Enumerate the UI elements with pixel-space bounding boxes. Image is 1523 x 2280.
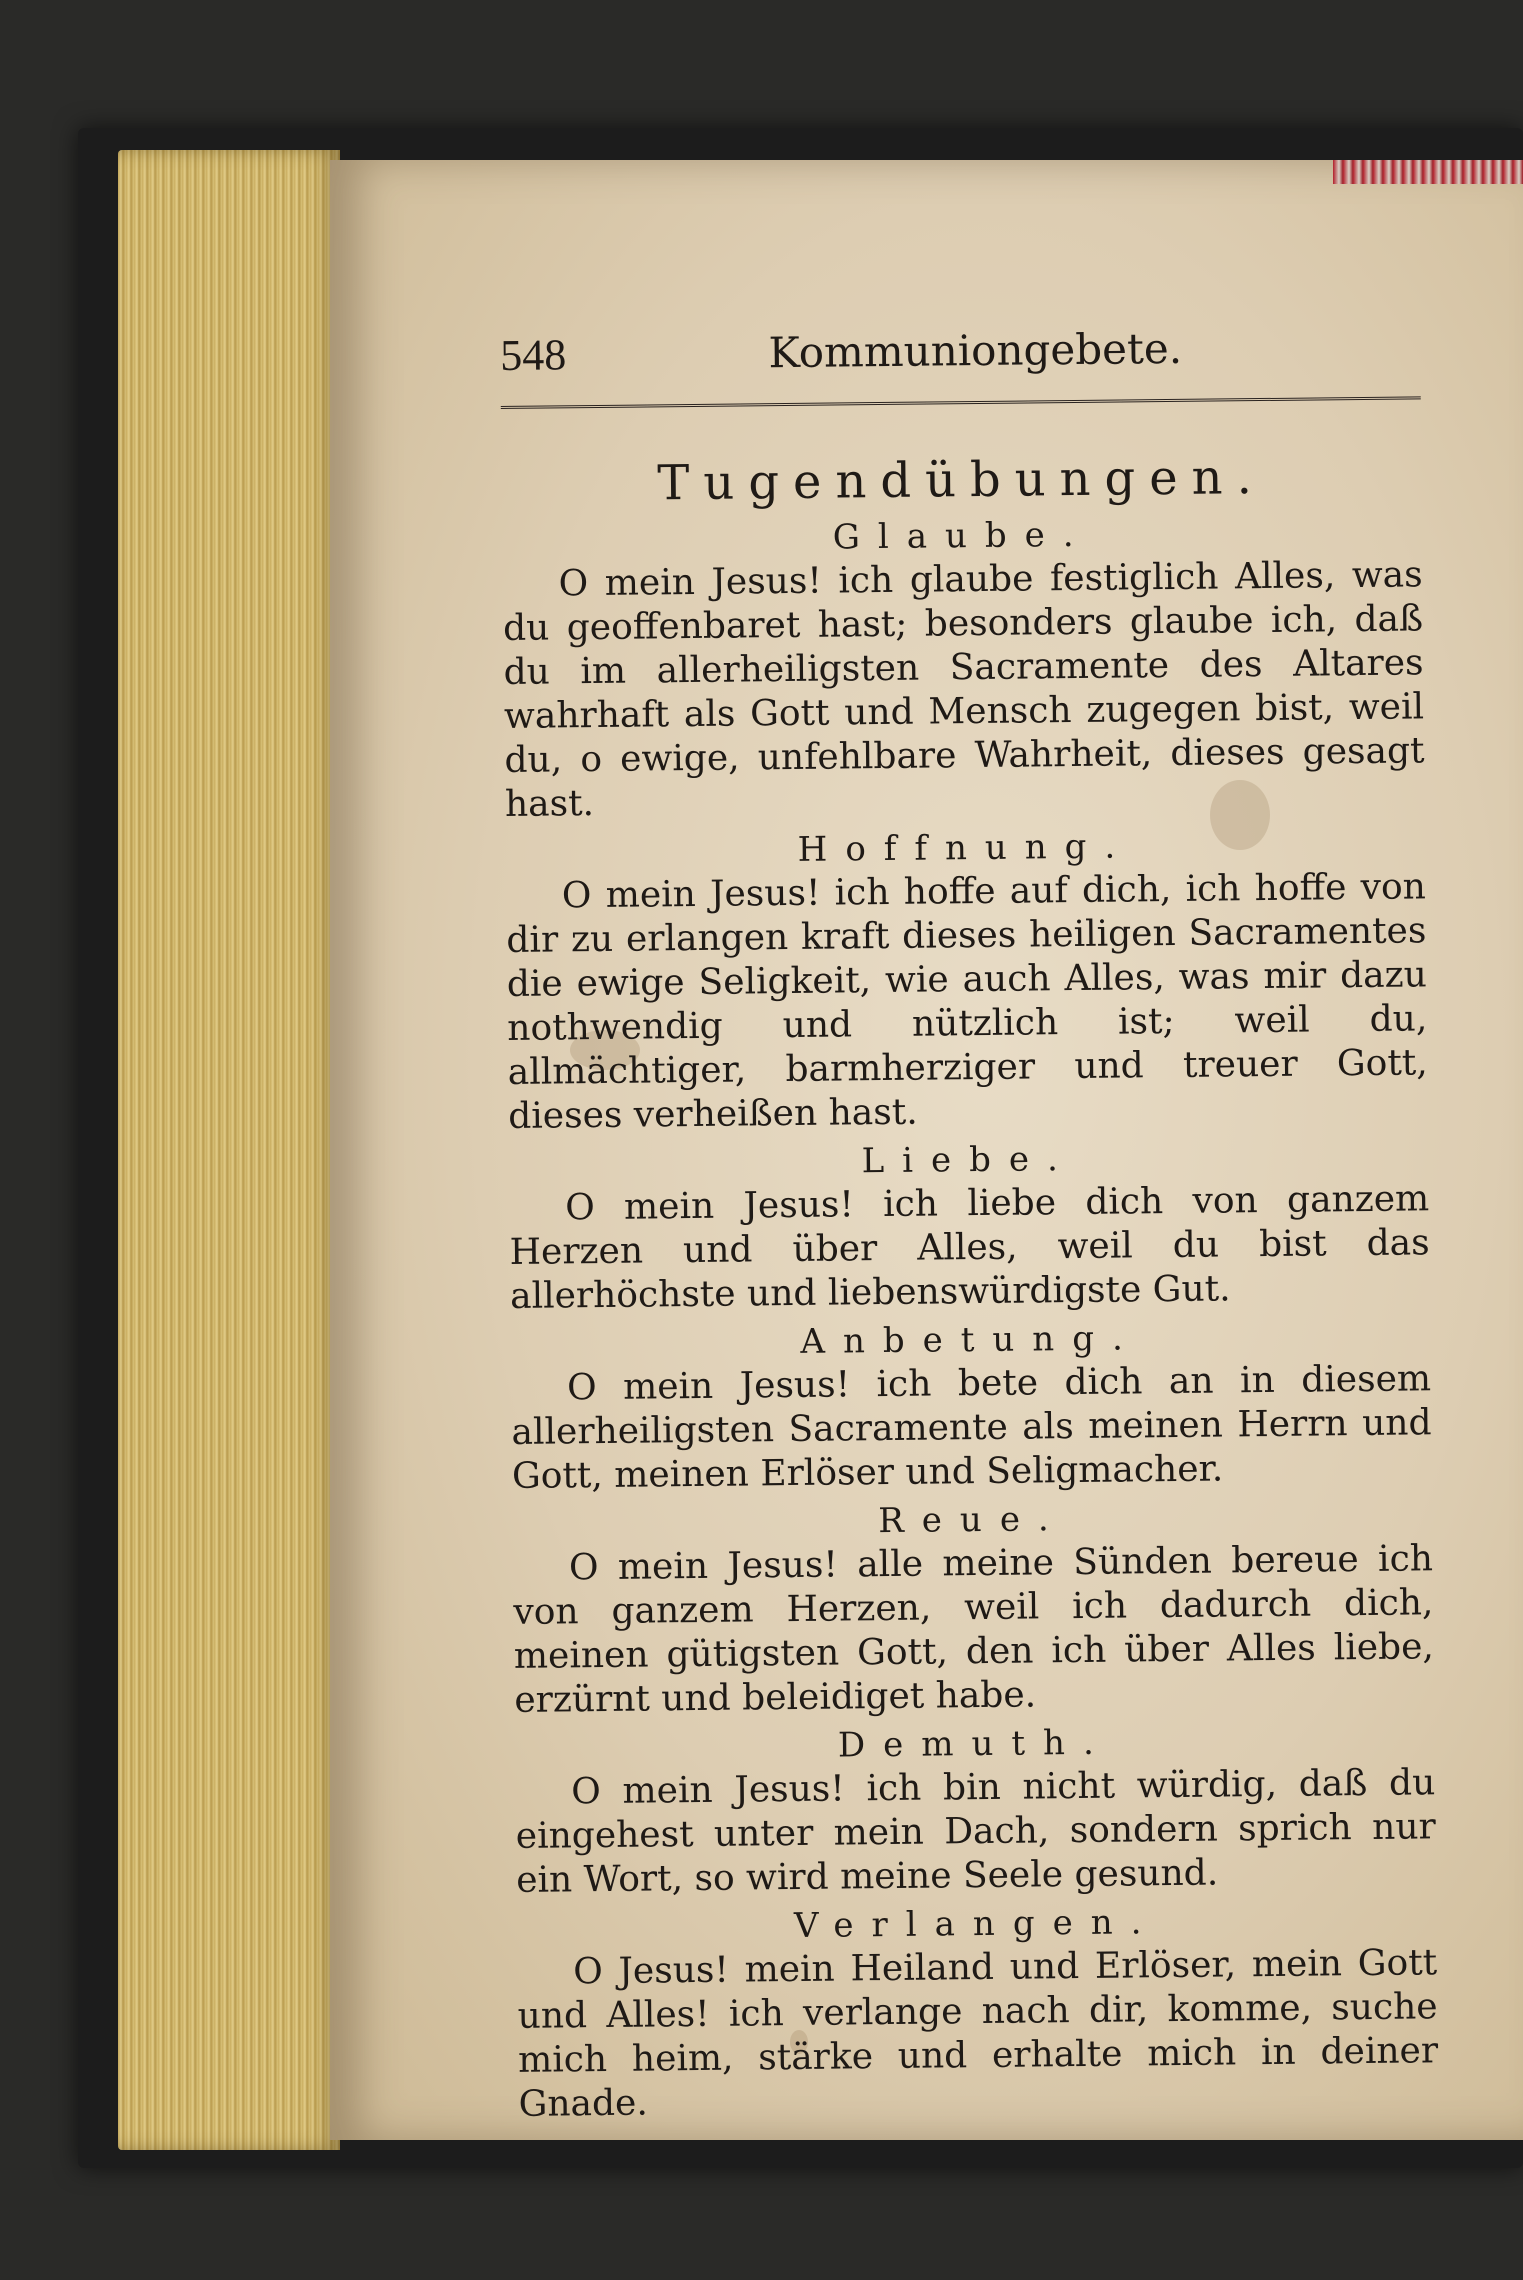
prayer-text: O mein Jesus! ich glaube festiglich Alles, was du geoffenbaret hast; besonders glaube ich, daß du im allerheiligsten Sacramente des Altares wahrhaft als Gott und Mensch zugegen bist, weil du, o ewige, unfehlbare Wahrheit, dieses gesagt hast. [502,554,1425,825]
virtue-section-verlangen [517,1897,1439,2127]
virtue-section-anbetung [510,1313,1432,1499]
prayer-text: O mein Jesus! ich bin nicht würdig, daß du eingehest unter mein Dach, sondern sprich nur ein Wort, so wird meine Seele gesund. [515,1762,1436,1901]
virtue-heading: Glaube. [832,514,1092,558]
prayer-text: O mein Jesus! alle meine Sünden bereue ich von ganzem Herzen, weil ich dadurch dich, meinen gütigsten Gott, den ich über Alles liebe, erzürnt und beleidiget habe. [513,1538,1435,1721]
page-content [500,320,1439,2127]
virtue-section-liebe [509,1133,1431,1319]
prayer-text: O mein Jesus! ich liebe dich von ganzem Herzen und über Alles, weil du bist das allerhöchste und liebenswürdigste Gut. [509,1178,1430,1317]
section-title: Tugendübungen. [657,448,1267,512]
virtue-heading: Verlangen. [793,1902,1160,1947]
virtue-heading: Anbetung. [800,1318,1141,1362]
prayer-text: O mein Jesus! ich hoffe auf dich, ich hoffe von dir zu erlangen kraft dieses heiligen Sacramentes die ewige Seligkeit, wie auch Alles, was mir dazu nothwendig und nützlich ist; weil du, allmächtiger, barmherziger und treuer Gott, dieses verheißen hast. [506,866,1428,1137]
virtue-section-demuth [515,1717,1437,1903]
virtue-heading: Hoffnung. [797,826,1134,870]
prayer-text: O Jesus! mein Heiland und Erlöser, mein Gott und Alles! ich verlange nach dir, komme, suche mich heim, stärke und erhalte mich in deiner Gnade. [517,1942,1439,2125]
page-edges [118,150,340,2150]
prayer-text: O mein Jesus! ich bete dich an in diesem allerheiligsten Sacramente als meinen Herrn und Gott, meinen Erlöser und Seligmacher. [511,1358,1432,1497]
running-title: Kommuniongebete. [768,323,1183,378]
page-number: 548 [500,330,567,380]
running-header [500,320,1421,409]
virtue-heading: Liebe. [861,1139,1077,1182]
virtue-section-hoffnung [505,821,1428,1139]
virtue-heading: Reue. [878,1499,1067,1542]
virtue-section-glaube [502,509,1425,827]
virtue-heading: Demuth. [837,1722,1112,1766]
page-edge-red [1333,160,1523,184]
virtue-section-reue [512,1493,1434,1723]
